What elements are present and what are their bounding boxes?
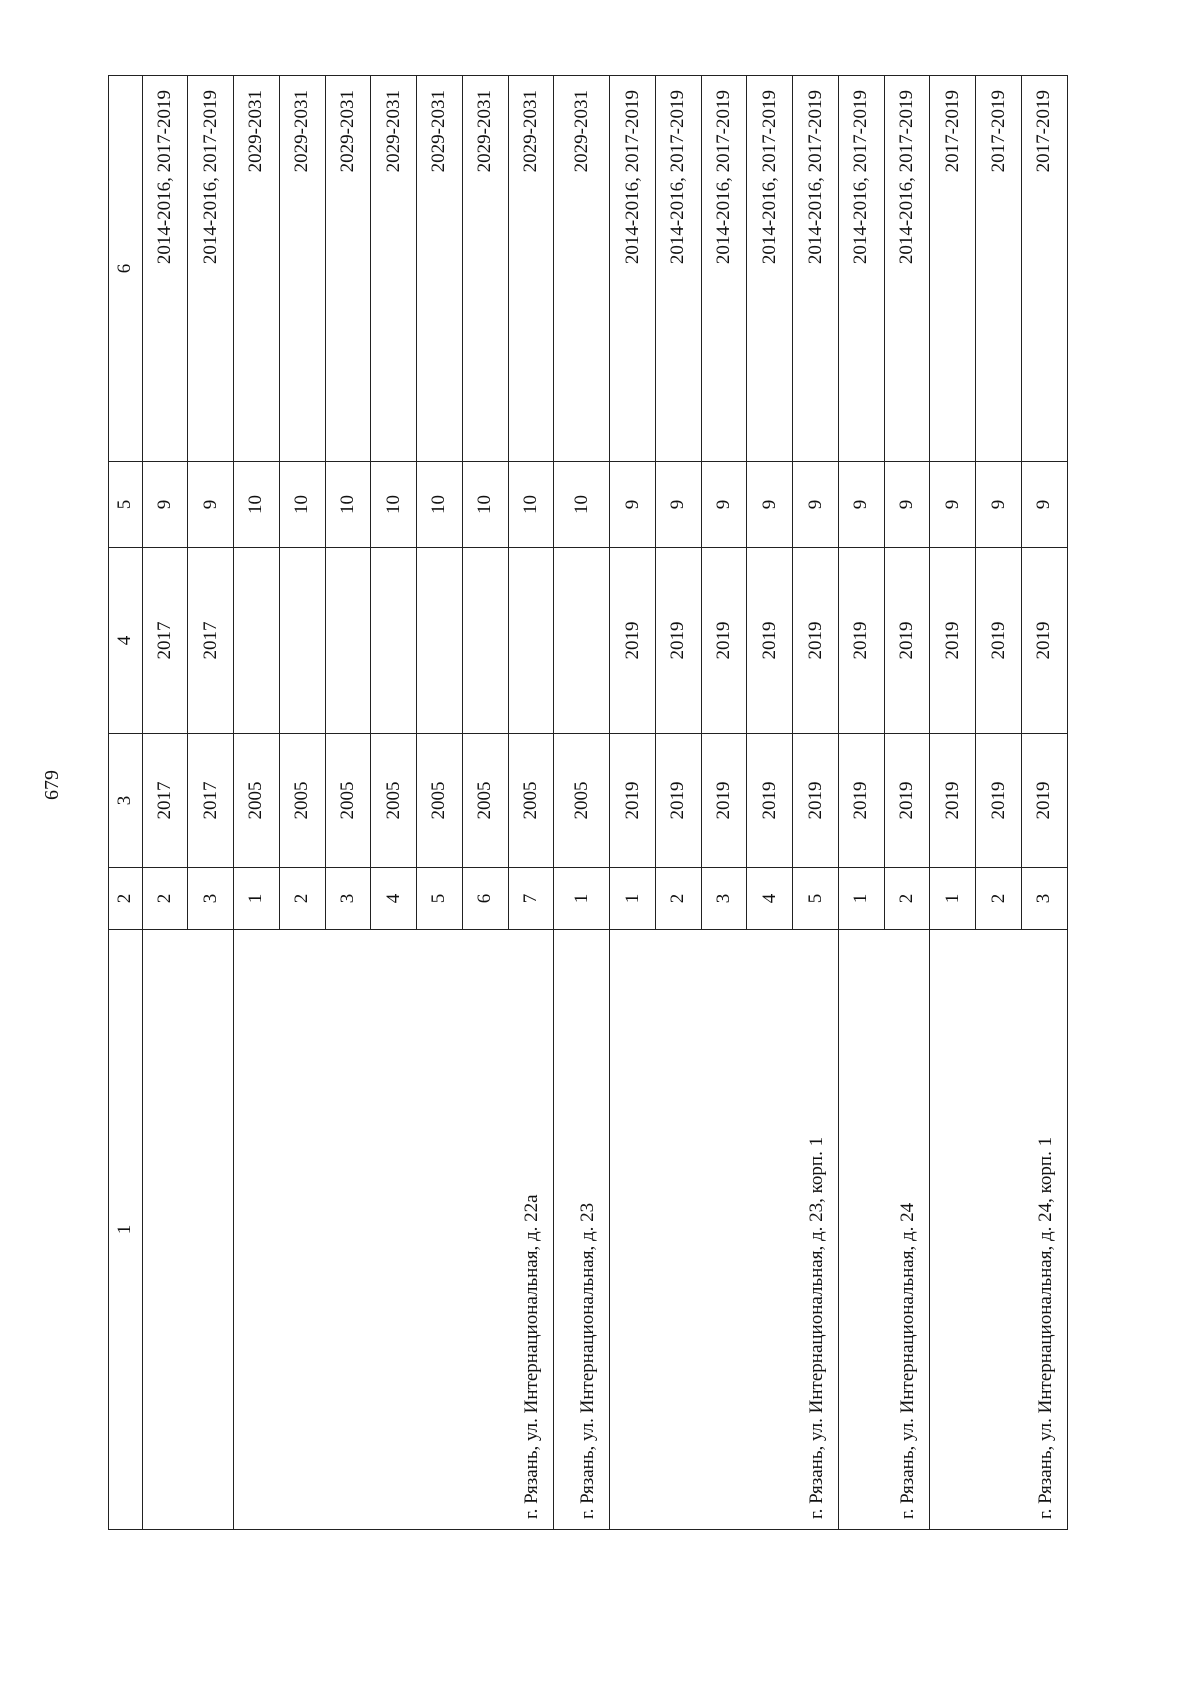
period-cell: 2029-2031 [508, 76, 554, 462]
address-cell: г. Рязань, ул. Интернациональная, д. 24 [838, 930, 930, 1530]
period-cell: 2014-2016, 2017-2019 [188, 76, 234, 462]
table-body [109, 76, 1068, 1530]
value-cell: 9 [188, 462, 234, 548]
year-cell: 2019 [610, 734, 656, 868]
value-cell: 9 [701, 462, 747, 548]
year-cell: 2019 [976, 734, 1022, 868]
value-cell: 10 [554, 462, 610, 548]
period-cell: 2014-2016, 2017-2019 [884, 76, 930, 462]
column-header: 5 [109, 462, 143, 548]
year-cell: 2005 [371, 734, 417, 868]
element-number-cell: 2 [142, 868, 188, 930]
table-row [930, 76, 976, 1530]
period-cell: 2029-2031 [234, 76, 280, 462]
year-cell: 2019 [701, 734, 747, 868]
year-cell: 2019 [1021, 548, 1067, 734]
year-cell [554, 548, 610, 734]
year-cell: 2019 [884, 734, 930, 868]
table-row [610, 76, 656, 1530]
period-cell: 2029-2031 [462, 76, 508, 462]
year-cell: 2017 [188, 548, 234, 734]
year-cell [279, 548, 325, 734]
period-cell: 2017-2019 [1021, 76, 1067, 462]
year-cell: 2019 [838, 734, 884, 868]
year-cell [325, 548, 371, 734]
address-cell: г. Рязань, ул. Интернациональная, д. 23 [554, 930, 610, 1530]
element-number-cell: 6 [462, 868, 508, 930]
year-cell: 2019 [747, 548, 793, 734]
year-cell: 2005 [279, 734, 325, 868]
address-cell [142, 930, 234, 1530]
value-cell: 10 [508, 462, 554, 548]
value-cell: 10 [462, 462, 508, 548]
repair-schedule-table [108, 75, 1068, 1530]
year-cell: 2019 [976, 548, 1022, 734]
year-cell [234, 548, 280, 734]
value-cell: 9 [747, 462, 793, 548]
year-cell: 2019 [930, 734, 976, 868]
element-number-cell: 1 [554, 868, 610, 930]
year-cell: 2005 [417, 734, 463, 868]
period-cell: 2029-2031 [371, 76, 417, 462]
year-cell: 2019 [701, 548, 747, 734]
value-cell: 10 [371, 462, 417, 548]
element-number-cell: 7 [508, 868, 554, 930]
period-cell: 2014-2016, 2017-2019 [701, 76, 747, 462]
value-cell: 10 [417, 462, 463, 548]
value-cell: 9 [976, 462, 1022, 548]
period-cell: 2014-2016, 2017-2019 [747, 76, 793, 462]
element-number-cell: 1 [610, 868, 656, 930]
year-cell [417, 548, 463, 734]
element-number-cell: 2 [884, 868, 930, 930]
column-header: 4 [109, 548, 143, 734]
table-row [142, 76, 188, 1530]
year-cell: 2019 [793, 734, 839, 868]
element-number-cell: 3 [701, 868, 747, 930]
element-number-cell: 2 [655, 868, 701, 930]
year-cell [462, 548, 508, 734]
value-cell: 9 [930, 462, 976, 548]
year-cell: 2005 [325, 734, 371, 868]
column-header: 3 [109, 734, 143, 868]
period-cell: 2014-2016, 2017-2019 [838, 76, 884, 462]
table-row [838, 76, 884, 1530]
element-number-cell: 2 [976, 868, 1022, 930]
year-cell: 2005 [462, 734, 508, 868]
year-cell: 2019 [838, 548, 884, 734]
year-cell: 2019 [1021, 734, 1067, 868]
year-cell: 2019 [884, 548, 930, 734]
address-cell: г. Рязань, ул. Интернациональная, д. 24, корп. 1 [930, 930, 1068, 1530]
address-cell: г. Рязань, ул. Интернациональная, д. 23, корп. 1 [610, 930, 839, 1530]
value-cell: 9 [142, 462, 188, 548]
period-cell: 2029-2031 [554, 76, 610, 462]
element-number-cell: 5 [417, 868, 463, 930]
value-cell: 9 [1021, 462, 1067, 548]
table-row [554, 76, 610, 1530]
year-cell: 2017 [142, 734, 188, 868]
table-row [234, 76, 280, 1530]
year-cell: 2019 [793, 548, 839, 734]
value-cell: 9 [838, 462, 884, 548]
year-cell: 2017 [142, 548, 188, 734]
period-cell: 2014-2016, 2017-2019 [610, 76, 656, 462]
value-cell: 10 [279, 462, 325, 548]
period-cell: 2014-2016, 2017-2019 [142, 76, 188, 462]
year-cell: 2005 [554, 734, 610, 868]
value-cell: 9 [655, 462, 701, 548]
column-header: 1 [109, 930, 143, 1530]
element-number-cell: 5 [793, 868, 839, 930]
address-cell: г. Рязань, ул. Интернациональная, д. 22а [234, 930, 554, 1530]
column-number-row [109, 76, 143, 1530]
element-number-cell: 3 [325, 868, 371, 930]
period-cell: 2017-2019 [976, 76, 1022, 462]
value-cell: 9 [610, 462, 656, 548]
period-cell: 2014-2016, 2017-2019 [655, 76, 701, 462]
element-number-cell: 2 [279, 868, 325, 930]
year-cell: 2019 [610, 548, 656, 734]
value-cell: 10 [325, 462, 371, 548]
period-cell: 2017-2019 [930, 76, 976, 462]
element-number-cell: 3 [188, 868, 234, 930]
period-cell: 2029-2031 [279, 76, 325, 462]
element-number-cell: 1 [234, 868, 280, 930]
value-cell: 9 [884, 462, 930, 548]
year-cell [371, 548, 417, 734]
period-cell: 2014-2016, 2017-2019 [793, 76, 839, 462]
page-number: 679 [41, 770, 63, 800]
element-number-cell: 4 [747, 868, 793, 930]
year-cell: 2019 [655, 548, 701, 734]
column-header: 6 [109, 76, 143, 462]
value-cell: 9 [793, 462, 839, 548]
year-cell: 2005 [508, 734, 554, 868]
column-header: 2 [109, 868, 143, 930]
value-cell: 10 [234, 462, 280, 548]
period-cell: 2029-2031 [417, 76, 463, 462]
element-number-cell: 3 [1021, 868, 1067, 930]
rotated-table-container [108, 76, 1068, 1530]
year-cell [508, 548, 554, 734]
period-cell: 2029-2031 [325, 76, 371, 462]
element-number-cell: 4 [371, 868, 417, 930]
year-cell: 2019 [747, 734, 793, 868]
year-cell: 2019 [930, 548, 976, 734]
element-number-cell: 1 [930, 868, 976, 930]
element-number-cell: 1 [838, 868, 884, 930]
year-cell: 2019 [655, 734, 701, 868]
year-cell: 2005 [234, 734, 280, 868]
year-cell: 2017 [188, 734, 234, 868]
